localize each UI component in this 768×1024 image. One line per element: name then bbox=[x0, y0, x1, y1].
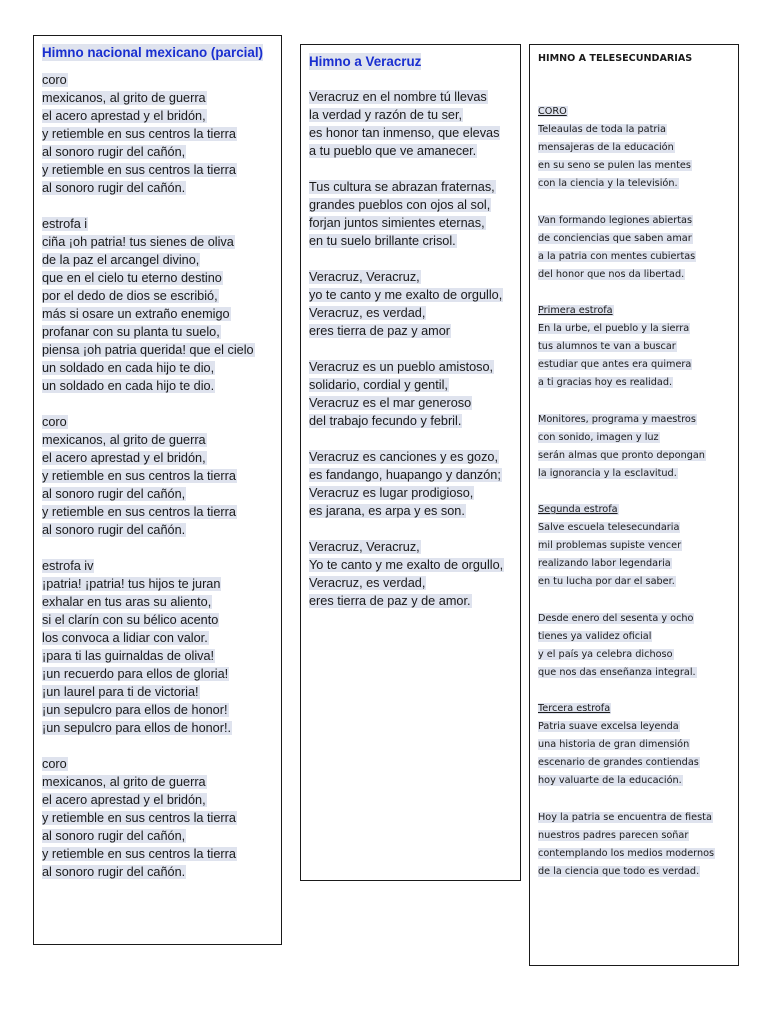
lyric-text: ciña ¡oh patria! tus sienes de oliva bbox=[42, 235, 234, 249]
lyric-text: Veracruz, Veracruz, bbox=[309, 540, 420, 554]
lyric-text: de la ciencia que todo es verdad. bbox=[538, 865, 700, 877]
lyric-line bbox=[42, 215, 281, 233]
lyric-line bbox=[42, 755, 281, 773]
himno-telesecundarias-title: HIMNO A TELESECUNDARIAS bbox=[538, 53, 693, 64]
lyric-text: y retiemble en sus centros la tierra bbox=[42, 811, 236, 825]
lyric-text: ¡para ti las guirnaldas de oliva! bbox=[42, 649, 215, 663]
lyric-text: Veracruz es canciones y es gozo, bbox=[309, 450, 499, 464]
lyric-line bbox=[538, 664, 738, 682]
lyric-text: piensa ¡oh patria querida! que el cielo bbox=[42, 343, 254, 357]
lyric-text: forjan juntos simientes eternas, bbox=[309, 216, 485, 230]
lyric-text: con sonido, imagen y luz bbox=[538, 431, 659, 443]
lyric-line bbox=[42, 701, 281, 719]
stanza bbox=[309, 358, 520, 430]
lyric-text: la verdad y razón de tu ser, bbox=[309, 108, 463, 122]
lyric-line bbox=[538, 555, 738, 573]
lyric-text: a la patria con mentes cubiertas bbox=[538, 250, 696, 262]
lyric-text: Veracruz, es verdad, bbox=[309, 576, 426, 590]
lyric-line bbox=[538, 809, 738, 827]
lyric-text: tus alumnos te van a buscar bbox=[538, 341, 676, 353]
stanza bbox=[309, 538, 520, 610]
lyric-text: por el dedo de dios se escribió, bbox=[42, 289, 218, 303]
lyric-text: y retiemble en sus centros la tierra bbox=[42, 127, 236, 141]
lyric-line bbox=[42, 845, 281, 863]
lyric-line bbox=[538, 863, 738, 881]
lyric-line bbox=[42, 467, 281, 485]
lyric-line bbox=[42, 647, 281, 665]
lyric-line bbox=[538, 754, 738, 772]
lyric-text: de la paz el arcangel divino, bbox=[42, 253, 200, 267]
stanza bbox=[538, 212, 738, 284]
lyric-text: Veracruz, Veracruz, bbox=[309, 270, 420, 284]
himno-nacional-lyrics bbox=[42, 71, 281, 881]
stanza-heading: Segunda estrofa bbox=[538, 504, 618, 516]
lyric-line bbox=[538, 519, 738, 537]
lyric-line bbox=[42, 863, 281, 881]
lyric-text: y retiemble en sus centros la tierra bbox=[42, 847, 236, 861]
lyric-line bbox=[309, 268, 520, 286]
lyric-text: una historia de gran dimensión bbox=[538, 739, 690, 751]
stanza bbox=[538, 411, 738, 483]
lyric-line bbox=[538, 212, 738, 230]
lyric-text: a ti gracias hoy es realidad. bbox=[538, 377, 673, 389]
stanza bbox=[538, 610, 738, 682]
stanza-heading-line bbox=[538, 501, 738, 519]
lyric-text: ¡un sepulcro para ellos de honor!. bbox=[42, 721, 232, 735]
lyric-text: un soldado en cada hijo te dio. bbox=[42, 379, 215, 393]
stanza bbox=[42, 71, 281, 197]
lyric-text: al sonoro rugir del cañón, bbox=[42, 487, 186, 501]
himno-veracruz-lyrics bbox=[309, 88, 520, 610]
lyric-line bbox=[538, 537, 738, 555]
lyric-text: los convoca a lidiar con valor. bbox=[42, 631, 208, 645]
lyric-line bbox=[538, 338, 738, 356]
lyric-text: hoy valuarte de la educación. bbox=[538, 775, 682, 787]
lyric-line bbox=[538, 827, 738, 845]
lyric-text: profanar con su planta tu suelo, bbox=[42, 325, 220, 339]
lyric-line bbox=[538, 610, 738, 628]
lyric-line bbox=[42, 521, 281, 539]
stanza bbox=[309, 268, 520, 340]
lyric-line bbox=[538, 646, 738, 664]
lyric-line bbox=[538, 139, 738, 157]
lyric-line bbox=[309, 502, 520, 520]
lyric-line bbox=[42, 143, 281, 161]
lyric-line bbox=[42, 827, 281, 845]
lyric-line bbox=[309, 538, 520, 556]
lyric-text: de conciencias que saben amar bbox=[538, 232, 692, 244]
lyric-line bbox=[309, 124, 520, 142]
lyric-line bbox=[309, 592, 520, 610]
lyric-line bbox=[538, 845, 738, 863]
stanza-heading-line bbox=[538, 302, 738, 320]
himno-nacional-title: Himno nacional mexicano (parcial) bbox=[42, 45, 264, 60]
lyric-line bbox=[42, 287, 281, 305]
lyric-line bbox=[42, 251, 281, 269]
stanza bbox=[538, 103, 738, 193]
lyric-line bbox=[538, 736, 738, 754]
lyric-text: del trabajo fecundo y febril. bbox=[309, 414, 462, 428]
lyric-line bbox=[309, 448, 520, 466]
lyric-text: coro bbox=[42, 415, 67, 429]
lyric-line bbox=[42, 233, 281, 251]
lyric-line bbox=[42, 413, 281, 431]
lyric-text: y retiemble en sus centros la tierra bbox=[42, 505, 236, 519]
lyric-line bbox=[309, 556, 520, 574]
lyric-text: al sonoro rugir del cañón, bbox=[42, 829, 186, 843]
lyric-text: ¡un laurel para ti de victoria! bbox=[42, 685, 199, 699]
lyric-line bbox=[42, 107, 281, 125]
lyric-text: es jarana, es arpa y es son. bbox=[309, 504, 465, 518]
lyric-text: en tu lucha por dar el saber. bbox=[538, 576, 675, 588]
lyric-line bbox=[538, 320, 738, 338]
lyric-line bbox=[42, 161, 281, 179]
lyric-line bbox=[42, 71, 281, 89]
lyric-text: Hoy la patria se encuentra de fiesta bbox=[538, 811, 712, 823]
lyric-text: mexicanos, al grito de guerra bbox=[42, 775, 206, 789]
lyric-line bbox=[42, 719, 281, 737]
lyric-line bbox=[309, 196, 520, 214]
lyric-line bbox=[42, 449, 281, 467]
lyric-line bbox=[309, 304, 520, 322]
lyric-line bbox=[42, 89, 281, 107]
stanza-heading-line bbox=[538, 103, 738, 121]
lyric-text: realizando labor legendaria bbox=[538, 558, 671, 570]
lyric-text: coro bbox=[42, 757, 67, 771]
lyric-text: el acero aprestad y el bridón, bbox=[42, 109, 206, 123]
lyric-line bbox=[309, 574, 520, 592]
lyric-text: es honor tan inmenso, que elevas bbox=[309, 126, 500, 140]
himno-veracruz-column bbox=[300, 44, 521, 881]
lyric-line bbox=[42, 125, 281, 143]
lyric-line bbox=[309, 412, 520, 430]
himno-telesecundarias-column bbox=[529, 44, 739, 966]
lyric-text: el acero aprestad y el bridón, bbox=[42, 451, 206, 465]
lyric-text: yo te canto y me exalto de orgullo, bbox=[309, 288, 503, 302]
lyric-text: y retiemble en sus centros la tierra bbox=[42, 163, 236, 177]
lyric-line bbox=[42, 431, 281, 449]
lyric-line bbox=[309, 358, 520, 376]
lyric-text: es fandango, huapango y danzón; bbox=[309, 468, 501, 482]
lyric-line bbox=[309, 178, 520, 196]
lyric-text: a tu pueblo que ve amanecer. bbox=[309, 144, 477, 158]
lyric-text: eres tierra de paz y de amor. bbox=[309, 594, 471, 608]
lyric-text: al sonoro rugir del cañón. bbox=[42, 865, 186, 879]
lyric-line bbox=[538, 356, 738, 374]
lyric-line bbox=[42, 305, 281, 323]
lyric-text: un soldado en cada hijo te dio, bbox=[42, 361, 215, 375]
stanza bbox=[42, 557, 281, 737]
lyric-text: Veracruz, es verdad, bbox=[309, 306, 426, 320]
lyric-text: Veracruz es lugar prodigioso, bbox=[309, 486, 474, 500]
stanza-heading: Primera estrofa bbox=[538, 305, 613, 317]
lyric-text: estrofa i bbox=[42, 217, 88, 231]
lyric-text: nuestros padres parecen soñar bbox=[538, 829, 689, 841]
lyric-text: más si osare un extraño enemigo bbox=[42, 307, 230, 321]
lyric-text: Desde enero del sesenta y ocho bbox=[538, 612, 694, 624]
lyric-text: serán almas que pronto depongan bbox=[538, 449, 705, 461]
lyric-text: ¡un sepulcro para ellos de honor! bbox=[42, 703, 228, 717]
stanza bbox=[538, 809, 738, 881]
lyric-text: Veracruz es el mar generoso bbox=[309, 396, 472, 410]
lyric-line bbox=[309, 286, 520, 304]
lyric-line bbox=[538, 266, 738, 284]
lyric-line bbox=[538, 411, 738, 429]
lyric-text: al sonoro rugir del cañón. bbox=[42, 181, 186, 195]
lyric-text: exhalar en tus aras su aliento, bbox=[42, 595, 212, 609]
lyric-line bbox=[309, 322, 520, 340]
lyric-text: que en el cielo tu eterno destino bbox=[42, 271, 222, 285]
lyric-text: escenario de grandes contiendas bbox=[538, 757, 699, 769]
lyric-text: Veracruz en el nombre tú llevas bbox=[309, 90, 487, 104]
lyric-text: ¡patria! ¡patria! tus hijos te juran bbox=[42, 577, 221, 591]
lyric-text: mexicanos, al grito de guerra bbox=[42, 91, 206, 105]
lyric-text: ¡un recuerdo para ellos de gloria! bbox=[42, 667, 229, 681]
stanza bbox=[42, 413, 281, 539]
lyric-line bbox=[42, 665, 281, 683]
stanza-heading: Tercera estrofa bbox=[538, 703, 611, 715]
lyric-text: estudiar que antes era quimera bbox=[538, 359, 692, 371]
lyric-text: eres tierra de paz y amor bbox=[309, 324, 451, 338]
lyric-text: tienes ya validez oficial bbox=[538, 630, 652, 642]
lyric-line bbox=[42, 323, 281, 341]
lyric-text: en tu suelo brillante crisol. bbox=[309, 234, 456, 248]
lyric-line bbox=[538, 573, 738, 591]
stanza bbox=[42, 755, 281, 881]
himno-veracruz-title: Himno a Veracruz bbox=[309, 54, 422, 69]
lyric-text: la ignorancia y la esclavitud. bbox=[538, 467, 677, 479]
lyric-line bbox=[42, 629, 281, 647]
lyric-text: en su seno se pulen las mentes bbox=[538, 160, 691, 172]
lyric-line bbox=[42, 791, 281, 809]
lyric-line bbox=[538, 628, 738, 646]
lyric-line bbox=[538, 157, 738, 175]
lyric-line bbox=[42, 593, 281, 611]
lyric-text: mil problemas supiste vencer bbox=[538, 540, 682, 552]
lyric-line bbox=[538, 718, 738, 736]
lyric-text: solidario, cordial y gentil, bbox=[309, 378, 448, 392]
lyric-text: Salve escuela telesecundaria bbox=[538, 522, 680, 534]
himno-telesecundarias-lyrics bbox=[538, 103, 738, 881]
lyric-line bbox=[309, 106, 520, 124]
lyric-line bbox=[42, 809, 281, 827]
lyric-text: Tus cultura se abrazan fraternas, bbox=[309, 180, 495, 194]
lyric-line bbox=[42, 269, 281, 287]
lyric-text: del honor que nos da libertad. bbox=[538, 268, 685, 280]
lyric-line bbox=[309, 142, 520, 160]
stanza bbox=[42, 215, 281, 395]
lyric-line bbox=[309, 394, 520, 412]
lyric-text: Van formando legiones abiertas bbox=[538, 214, 692, 226]
lyric-text: el acero aprestad y el bridón, bbox=[42, 793, 206, 807]
lyric-text: si el clarín con su bélico acento bbox=[42, 613, 219, 627]
lyric-text: Veracruz es un pueblo amistoso, bbox=[309, 360, 494, 374]
lyric-text: y el país ya celebra dichoso bbox=[538, 648, 673, 660]
stanza bbox=[309, 88, 520, 160]
lyric-line bbox=[42, 359, 281, 377]
lyric-text: contemplando los medios modernos bbox=[538, 847, 715, 859]
lyric-line bbox=[42, 683, 281, 701]
stanza bbox=[309, 448, 520, 520]
stanza bbox=[538, 700, 738, 790]
lyric-text: Teleaulas de toda la patria bbox=[538, 124, 666, 136]
lyric-line bbox=[309, 88, 520, 106]
lyric-line bbox=[309, 232, 520, 250]
stanza bbox=[538, 501, 738, 591]
lyric-line bbox=[538, 447, 738, 465]
stanza bbox=[309, 178, 520, 250]
himno-nacional-column bbox=[33, 35, 282, 945]
stanza-heading-line bbox=[538, 700, 738, 718]
lyric-line bbox=[42, 611, 281, 629]
lyric-line bbox=[42, 557, 281, 575]
lyric-line bbox=[538, 429, 738, 447]
lyric-text: estrofa iv bbox=[42, 559, 94, 573]
lyric-line bbox=[42, 773, 281, 791]
lyric-text: con la ciencia y la televisión. bbox=[538, 178, 678, 190]
lyric-text: mexicanos, al grito de guerra bbox=[42, 433, 206, 447]
lyric-line bbox=[42, 179, 281, 197]
lyric-line bbox=[42, 341, 281, 359]
lyric-text: que nos das enseñanza integral. bbox=[538, 666, 696, 678]
lyric-line bbox=[538, 374, 738, 392]
lyric-line bbox=[538, 175, 738, 193]
lyric-line bbox=[309, 484, 520, 502]
lyric-text: Patria suave excelsa leyenda bbox=[538, 721, 679, 733]
lyric-line bbox=[538, 230, 738, 248]
lyric-line bbox=[42, 377, 281, 395]
lyric-text: grandes pueblos con ojos al sol, bbox=[309, 198, 491, 212]
lyric-line bbox=[538, 772, 738, 790]
lyric-text: al sonoro rugir del cañón, bbox=[42, 145, 186, 159]
lyric-line bbox=[42, 485, 281, 503]
lyric-text: al sonoro rugir del cañón. bbox=[42, 523, 186, 537]
lyric-text: coro bbox=[42, 73, 67, 87]
lyric-text: Monitores, programa y maestros bbox=[538, 413, 696, 425]
lyric-line bbox=[42, 575, 281, 593]
lyric-text: Yo te canto y me exalto de orgullo, bbox=[309, 558, 504, 572]
lyric-line bbox=[42, 503, 281, 521]
stanza-heading: CORO bbox=[538, 106, 567, 117]
lyric-text: mensajeras de la educación bbox=[538, 142, 674, 154]
lyric-text: y retiemble en sus centros la tierra bbox=[42, 469, 236, 483]
stanza bbox=[538, 302, 738, 392]
lyric-line bbox=[309, 214, 520, 232]
lyric-line bbox=[538, 121, 738, 139]
lyric-line bbox=[538, 465, 738, 483]
lyric-line bbox=[309, 376, 520, 394]
lyric-line bbox=[309, 466, 520, 484]
lyric-line bbox=[538, 248, 738, 266]
lyric-text: En la urbe, el pueblo y la sierra bbox=[538, 323, 690, 335]
